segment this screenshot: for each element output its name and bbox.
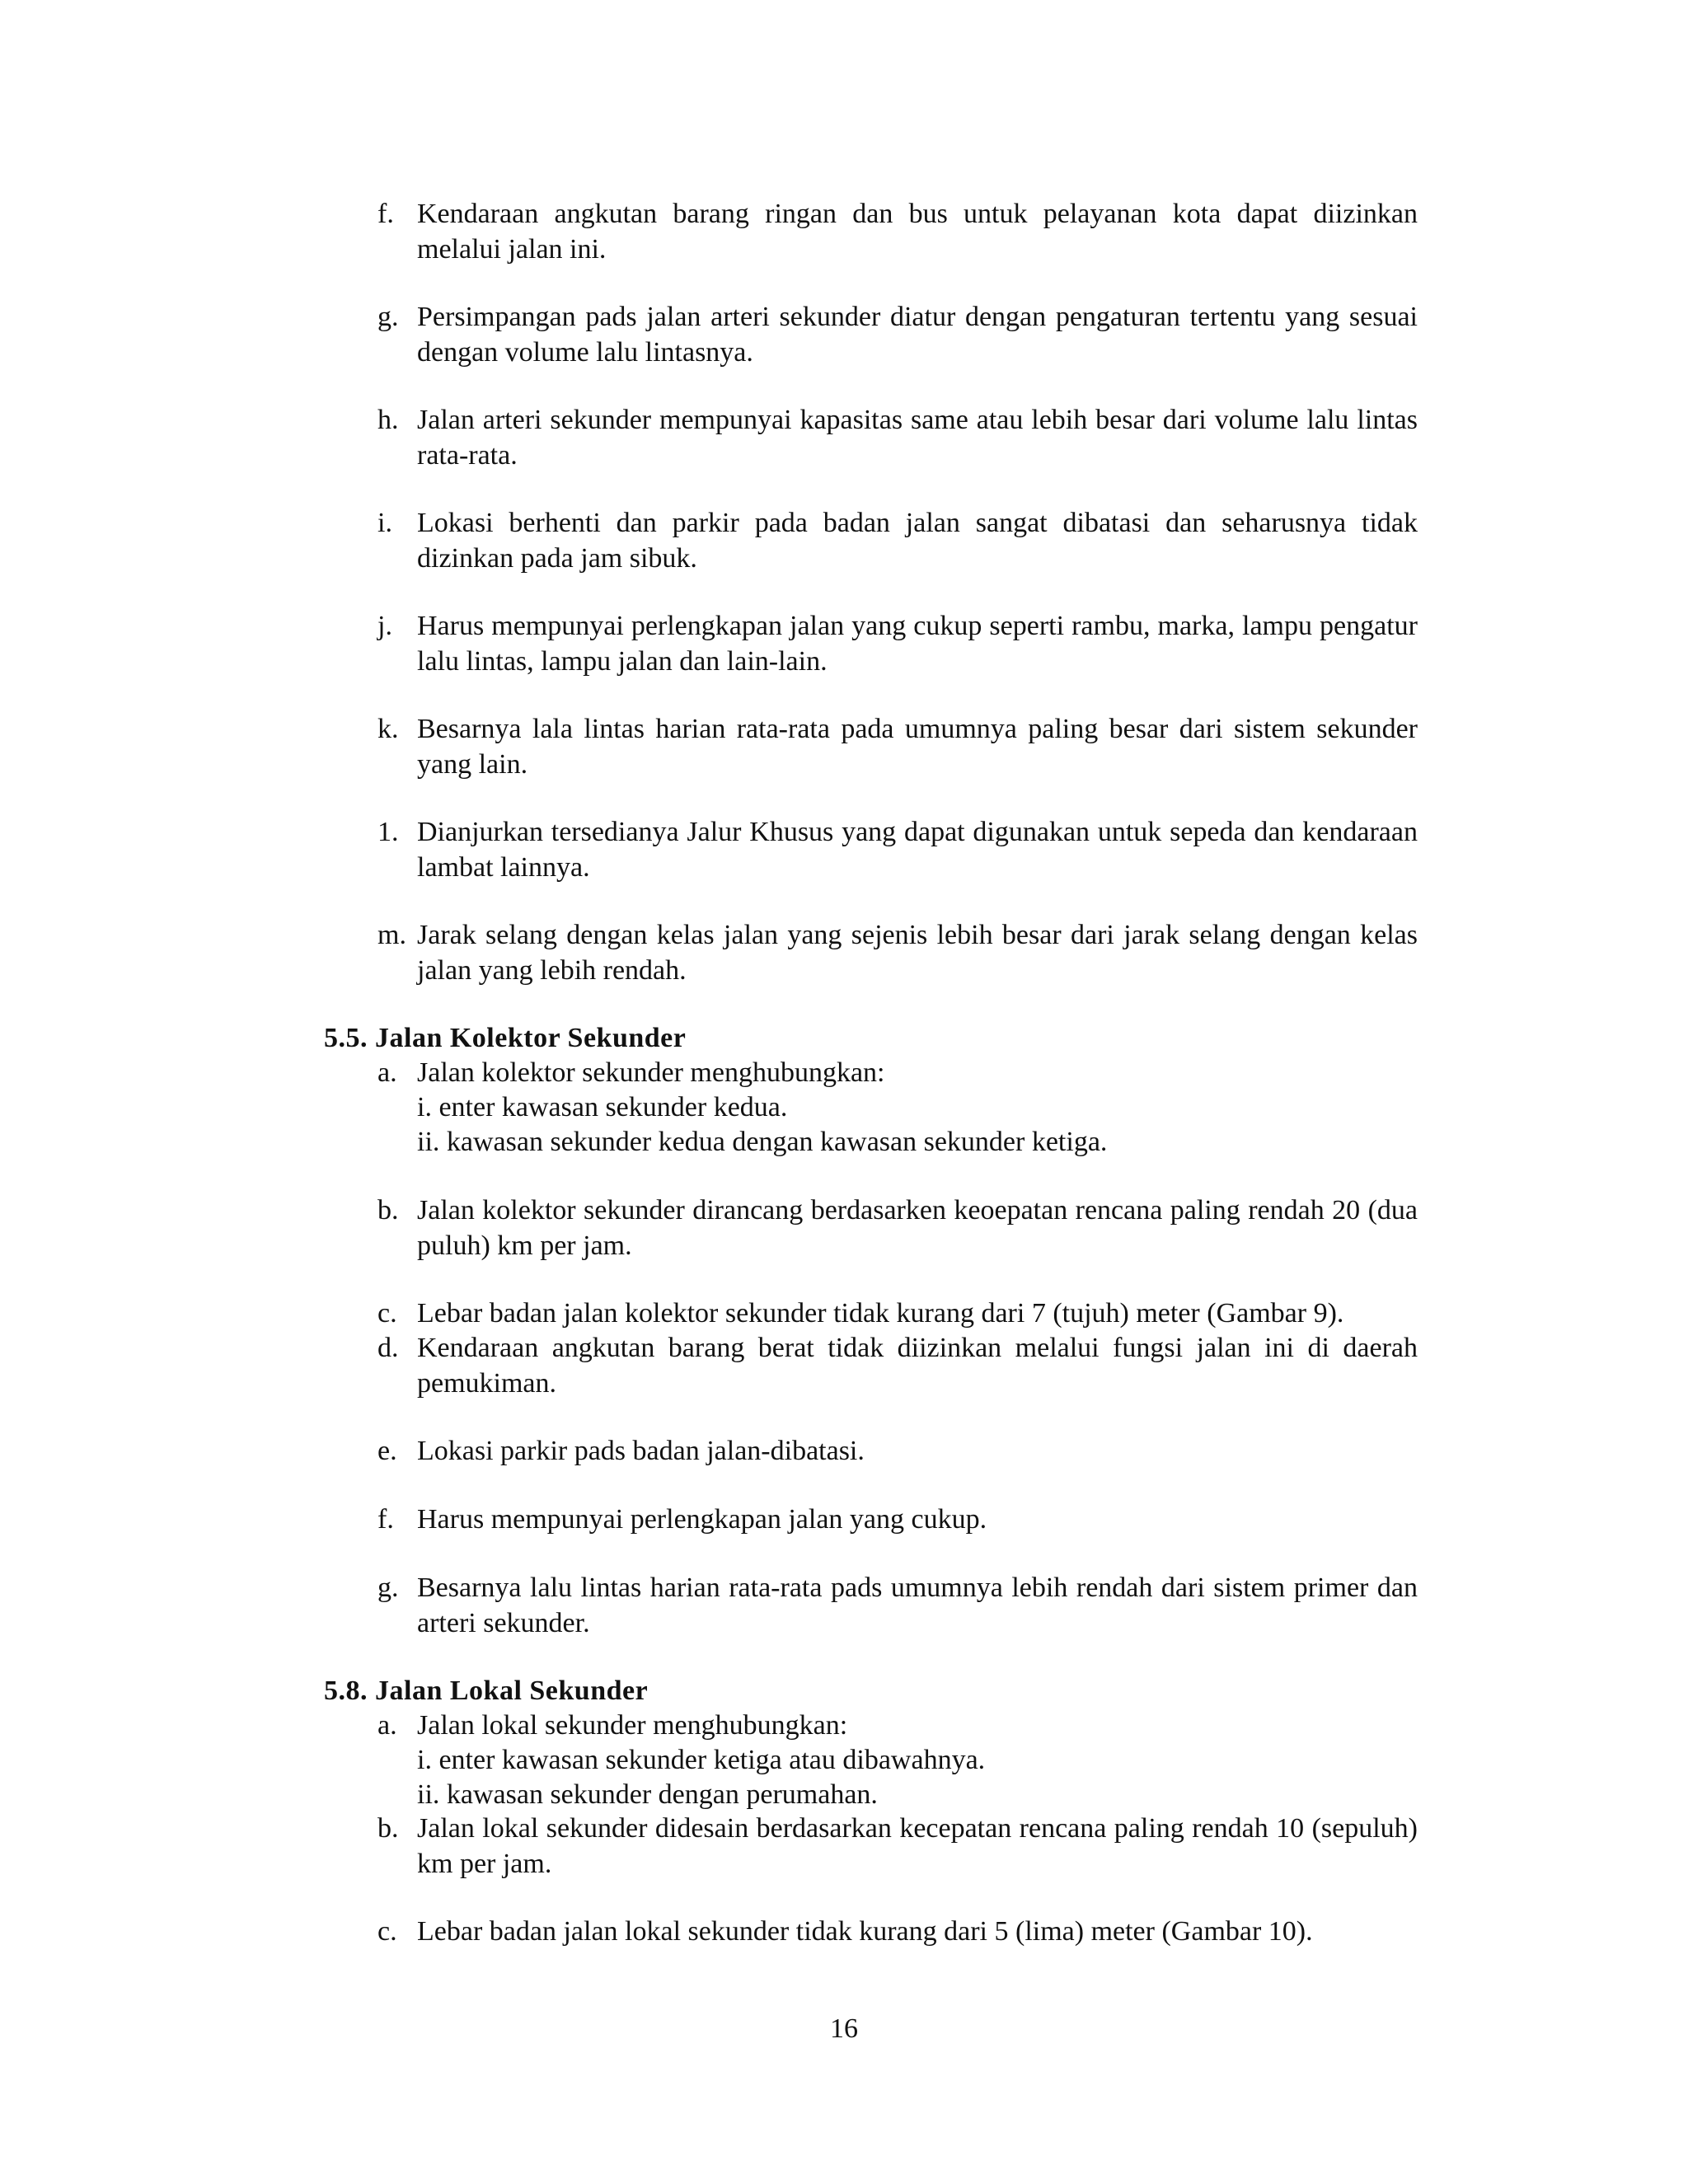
list-text: Dianjurkan tersedianya Jalur Khusus yang dapat digunakan untuk sepeda dan kendaraan lambat lainnya. (417, 817, 1418, 883)
list-marker: b. (377, 1195, 399, 1226)
list-item (377, 1914, 1418, 1949)
list-item (377, 299, 1418, 370)
list-item (377, 1330, 1418, 1401)
list-text: Lebar badan jalan kolektor sekunder tidak kurang dari 7 (tujuh) meter (Gambar 9). (417, 1298, 1344, 1329)
sub-list-item: ii. kawasan sekunder kedua dengan kawasan sekunder ketiga. (417, 1127, 1108, 1157)
list-text: Jarak selang dengan kelas jalan yang sejenis lebih besar dari jarak selang dengan kelas jalan yang lebih rendah. (417, 920, 1418, 986)
list-text: Jalan kolektor sekunder menghubungkan: (417, 1057, 885, 1088)
list-item (377, 814, 1418, 885)
list-item (377, 505, 1418, 576)
list-marker: 1. (377, 817, 399, 847)
list-text: Besarnya lala lintas harian rata-rata pada umumnya paling besar dari sistem sekunder yang lain. (417, 714, 1418, 780)
list-text: Kendaraan angkutan barang berat tidak diizinkan melalui fungsi jalan ini di daerah pemukiman. (417, 1333, 1418, 1399)
list-text: Jalan lokal sekunder menghubungkan: (417, 1710, 848, 1741)
list-marker: k. (377, 714, 399, 744)
page-number: 16 (830, 2013, 858, 2044)
list-marker: a. (377, 1057, 397, 1088)
list-marker: i. (377, 508, 392, 538)
sub-list-item: i. enter kawasan sekunder kedua. (417, 1092, 788, 1122)
list-item (377, 1502, 1418, 1537)
list-marker: g. (377, 1572, 399, 1603)
list-item (377, 196, 1418, 267)
section-heading-lokal: 5.8. Jalan Lokal Sekunder (324, 1675, 649, 1706)
list-item (377, 917, 1418, 988)
list-text: Persimpangan pads jalan arteri sekunder diatur dengan pengaturan tertentu yang sesuai dengan volume lalu lintasnya. (417, 302, 1418, 368)
list-text: Lebar badan jalan lokal sekunder tidak kurang dari 5 (lima) meter (Gambar 10). (417, 1916, 1313, 1947)
list-marker: d. (377, 1333, 399, 1363)
list-item (377, 608, 1418, 679)
list-marker: f. (377, 1504, 394, 1535)
list-item (377, 1055, 1418, 1090)
sub-list-item: ii. kawasan sekunder dengan perumahan. (417, 1779, 878, 1810)
section-heading-kolektor: 5.5. Jalan Kolektor Sekunder (324, 1023, 687, 1053)
list-item (377, 1708, 1418, 1743)
list-item (377, 711, 1418, 782)
list-item (377, 1433, 1418, 1469)
sub-list-item: i. enter kawasan sekunder ketiga atau dibawahnya. (417, 1745, 986, 1775)
list-item (377, 1811, 1418, 1882)
list-item (377, 1193, 1418, 1263)
list-marker: e. (377, 1436, 397, 1466)
list-text: Harus mempunyai perlengkapan jalan yang cukup. (417, 1504, 987, 1535)
list-marker: c. (377, 1916, 397, 1947)
list-marker: f. (377, 199, 394, 229)
list-text: Lokasi berhenti dan parkir pada badan jalan sangat dibatasi dan seharusnya tidak dizinkan pada jam sibuk. (417, 508, 1418, 574)
list-marker: h. (377, 405, 399, 435)
list-text: Kendaraan angkutan barang ringan dan bus untuk pelayanan kota dapat diizinkan melalui jalan ini. (417, 199, 1418, 265)
list-text: Jalan arteri sekunder mempunyai kapasitas same atau lebih besar dari volume lalu lintas rata-rata. (417, 405, 1418, 471)
list-item (377, 402, 1418, 473)
list-text: Jalan kolektor sekunder dirancang berdasarken keoepatan rencana paling rendah 20 (dua puluh) km per jam. (417, 1195, 1418, 1261)
list-text: Jalan lokal sekunder didesain berdasarkan kecepatan rencana paling rendah 10 (sepuluh) km per jam. (417, 1813, 1418, 1879)
list-marker: m. (377, 920, 406, 950)
list-item (377, 1296, 1418, 1331)
list-marker: j. (377, 611, 392, 641)
list-marker: b. (377, 1813, 399, 1844)
list-item (377, 1570, 1418, 1641)
list-text: Lokasi parkir pads badan jalan-dibatasi. (417, 1436, 865, 1466)
list-text: Harus mempunyai perlengkapan jalan yang cukup seperti rambu, marka, lampu pengatur lalu lintas, lampu jalan dan lain-lain. (417, 611, 1418, 677)
list-text: Besarnya lalu lintas harian rata-rata pads umumnya lebih rendah dari sistem primer dan arteri sekunder. (417, 1572, 1418, 1638)
list-marker: g. (377, 302, 399, 332)
list-marker: c. (377, 1298, 397, 1329)
list-marker: a. (377, 1710, 397, 1741)
